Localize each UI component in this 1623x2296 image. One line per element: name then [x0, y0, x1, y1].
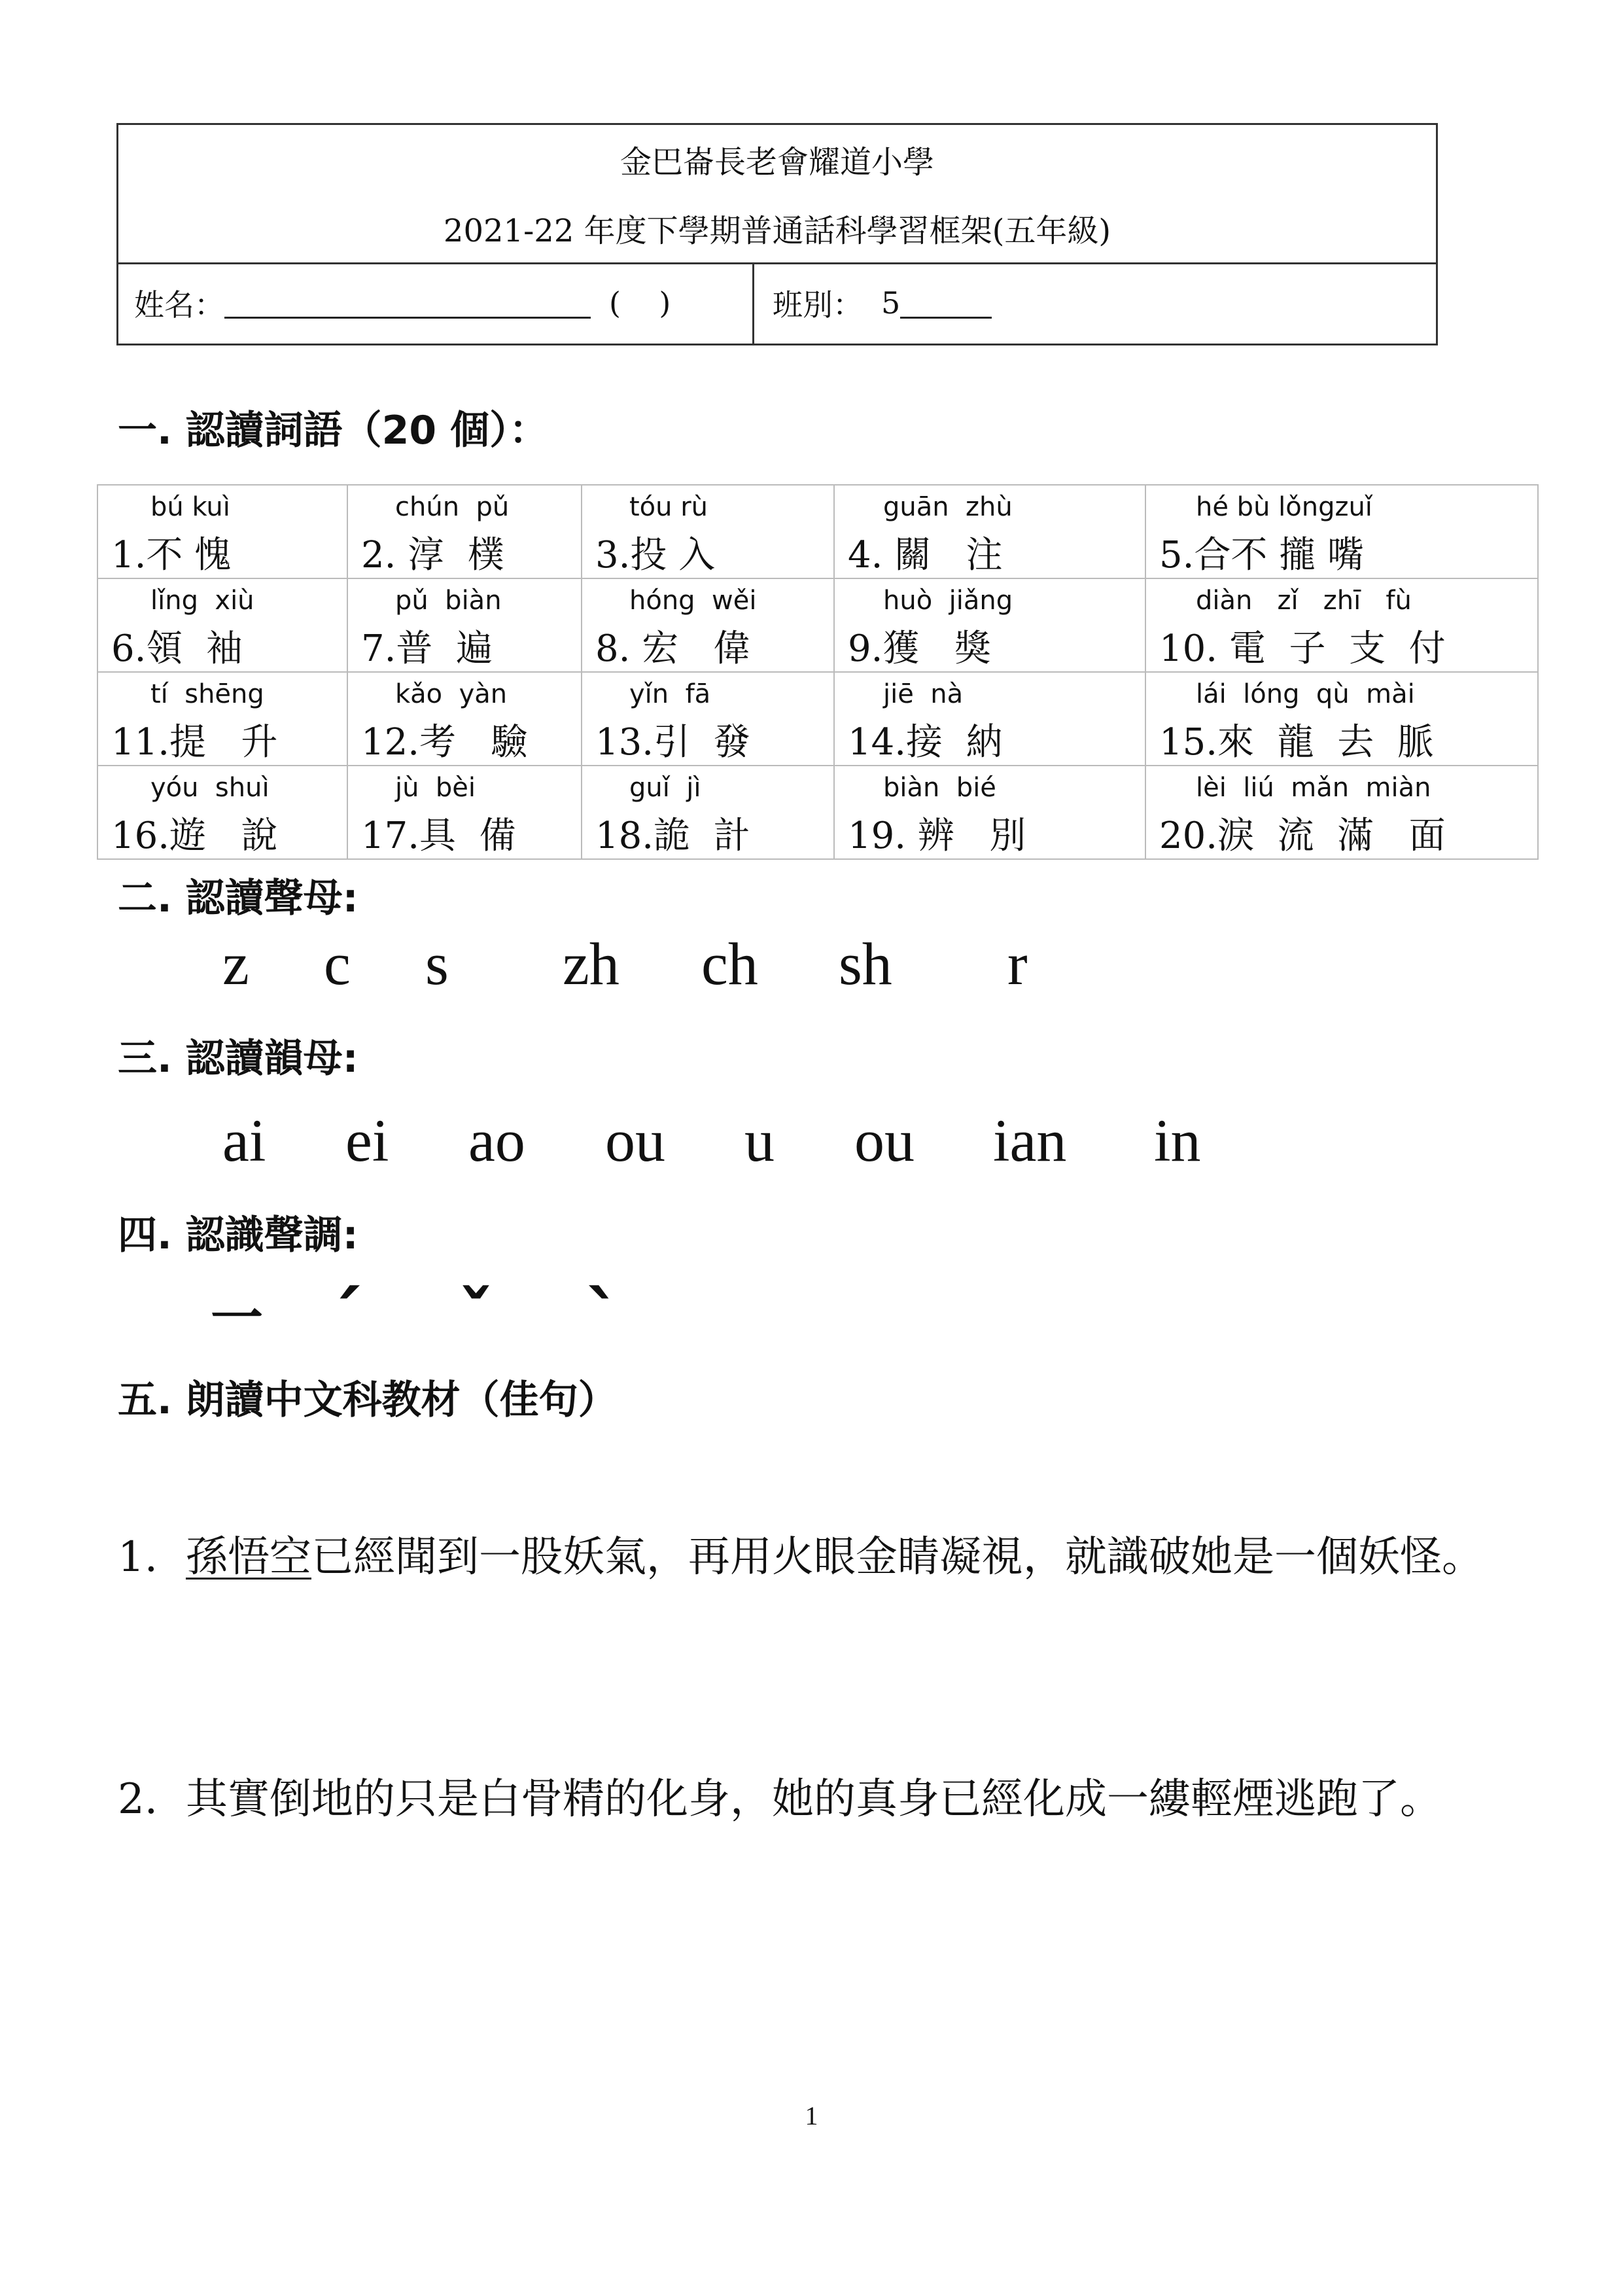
vocab-pinyin: jù bèi — [395, 773, 476, 803]
finals-row — [0, 1106, 1623, 1184]
vocab-word: 17.具 備 — [361, 815, 516, 857]
vocab-cell — [834, 485, 1145, 578]
student-info-row — [118, 262, 1436, 344]
vocab-pinyin: guān zhù — [883, 492, 1013, 522]
class-cell — [754, 262, 1436, 344]
vocab-word: 9.獲 獎 — [848, 627, 991, 670]
vocab-pinyin: lǐng xiù — [150, 586, 254, 616]
final-item: u — [744, 1107, 775, 1174]
vocab-word: 3.投 入 — [595, 534, 716, 576]
sentence-2 — [118, 1757, 1518, 1841]
tone-first: 一 — [211, 1288, 263, 1349]
vocab-pinyin: kǎo yàn — [395, 679, 508, 709]
sentence-number: 2. — [118, 1775, 158, 1824]
vocab-word: 18.詭 計 — [595, 815, 750, 857]
class-number-paren: ( ) — [609, 285, 671, 321]
vocab-pinyin: pǔ biàn — [395, 586, 502, 616]
vocab-cell — [347, 766, 582, 859]
section-5-title: 五. 朗讀中文科教材（佳句） — [118, 1377, 618, 1423]
vocab-pinyin: jiē nà — [883, 679, 964, 709]
vocab-word: 11.提 升 — [111, 721, 278, 764]
vocab-cell — [347, 485, 582, 578]
vocab-word: 20.淚 流 滿 面 — [1159, 815, 1446, 857]
vocab-word: 10. 電 子 支 付 — [1159, 627, 1446, 670]
vocab-cell — [97, 578, 347, 672]
vocab-cell — [1145, 672, 1538, 766]
name-cell — [118, 262, 754, 344]
vocab-word: 5.合不 攏 嘴 — [1159, 534, 1365, 576]
section-2-title: 二. 認讀聲母: — [118, 875, 358, 921]
sentence-body: 已經聞到一股妖氣，再用火眼金睛凝視，就識破她是一個妖怪。 — [311, 1533, 1484, 1581]
initial-item: c — [324, 930, 351, 997]
vocab-pinyin: diàn zǐ zhī fù — [1196, 586, 1412, 616]
sentence-1 — [118, 1515, 1518, 1599]
vocab-cell — [97, 766, 347, 859]
initial-item: ch — [701, 930, 758, 997]
vocab-word: 6.領 袖 — [111, 627, 243, 670]
class-value: 5 — [881, 285, 901, 321]
vocab-cell — [1145, 578, 1538, 672]
class-label: 班別： — [773, 287, 863, 323]
vocab-word: 13.引 發 — [595, 721, 750, 764]
school-name: 金巴崙長老會耀道小學 — [620, 144, 934, 181]
vocab-cell — [582, 578, 834, 672]
section-3-title: 三. 認讀韻母: — [118, 1036, 358, 1082]
vocab-pinyin: yóu shuì — [150, 773, 270, 803]
final-item: in — [1154, 1107, 1201, 1174]
header-box — [116, 123, 1438, 345]
vocab-word: 7.普 遍 — [361, 627, 493, 670]
vocab-cell — [347, 578, 582, 672]
final-item: ao — [468, 1107, 525, 1174]
vocab-cell — [582, 672, 834, 766]
vocab-row — [97, 766, 1538, 859]
vocab-pinyin: hé bù lǒngzuǐ — [1196, 492, 1372, 522]
vocab-word: 8. 宏 偉 — [595, 627, 750, 670]
vocab-cell — [582, 766, 834, 859]
final-item: ai — [222, 1107, 266, 1174]
vocab-row — [97, 578, 1538, 672]
final-item: ei — [345, 1107, 389, 1174]
vocab-pinyin: lèi liú mǎn miàn — [1196, 773, 1431, 803]
vocab-pinyin: tóu rù — [629, 492, 708, 522]
final-item: ou — [854, 1107, 915, 1174]
initial-item: sh — [839, 930, 892, 997]
vocab-word: 15.來 龍 去 脈 — [1159, 721, 1434, 764]
tone-second: ˊ — [327, 1276, 363, 1360]
vocab-word: 14.接 納 — [848, 721, 1003, 764]
final-item: ou — [605, 1107, 665, 1174]
vocab-pinyin: chún pǔ — [395, 492, 510, 522]
vocab-cell — [347, 672, 582, 766]
vocab-table — [97, 484, 1539, 860]
sentence-body: 其實倒地的只是白骨精的化身，她的真身已經化成一縷輕煙逃跑了。 — [186, 1775, 1442, 1824]
final-item: ian — [993, 1107, 1067, 1174]
vocab-cell — [1145, 766, 1538, 859]
name-label: 姓名： — [134, 287, 224, 323]
tone-third: ˇ — [458, 1276, 494, 1360]
sentence-number: 1. — [118, 1533, 158, 1581]
document-title: 2021-22 年度下學期普通話科學習框架(五年級) — [118, 194, 1436, 264]
vocab-pinyin: huò jiǎng — [883, 586, 1013, 616]
vocab-word: 16.遊 說 — [111, 815, 278, 857]
vocab-pinyin: lái lóng qù mài — [1196, 679, 1415, 709]
vocab-word: 12.考 驗 — [361, 721, 528, 764]
initial-item: z — [222, 930, 249, 997]
initial-item: r — [1007, 930, 1028, 997]
section-4-title: 四. 認識聲調: — [118, 1212, 358, 1258]
proper-name: 孫悟空 — [186, 1533, 311, 1581]
initials-row — [0, 929, 1623, 1008]
name-blank[interactable] — [224, 288, 591, 319]
vocab-pinyin: hóng wěi — [629, 586, 757, 616]
sentence-text — [186, 1515, 1518, 1599]
initial-item: s — [425, 930, 449, 997]
vocab-pinyin: tí shēng — [150, 679, 264, 709]
vocab-pinyin: biàn bié — [883, 773, 996, 803]
vocab-cell — [97, 485, 347, 578]
vocab-row — [97, 672, 1538, 766]
vocab-cell — [834, 672, 1145, 766]
sentence-text — [186, 1757, 1518, 1841]
tones-row — [0, 1276, 1623, 1360]
page-number: 1 — [805, 2101, 818, 2130]
vocab-cell — [582, 485, 834, 578]
initial-item: zh — [563, 930, 620, 997]
class-blank[interactable] — [900, 288, 992, 319]
vocab-word: 1.不 愧 — [111, 534, 232, 576]
section-1-title: 一. 認讀詞語（20 個）： — [118, 408, 549, 453]
vocab-cell — [1145, 485, 1538, 578]
vocab-cell — [834, 766, 1145, 859]
vocab-cell — [97, 672, 347, 766]
vocab-pinyin: guǐ jì — [629, 773, 701, 803]
vocab-cell — [834, 578, 1145, 672]
tone-fourth: ˋ — [585, 1276, 621, 1360]
vocab-word: 4. 關 注 — [848, 534, 1003, 576]
vocab-row — [97, 485, 1538, 578]
vocab-word: 2. 淳 樸 — [361, 534, 504, 576]
vocab-pinyin: yǐn fā — [629, 679, 711, 709]
vocab-pinyin: bú kuì — [150, 492, 230, 522]
vocab-word: 19. 辨 別 — [848, 815, 1026, 857]
